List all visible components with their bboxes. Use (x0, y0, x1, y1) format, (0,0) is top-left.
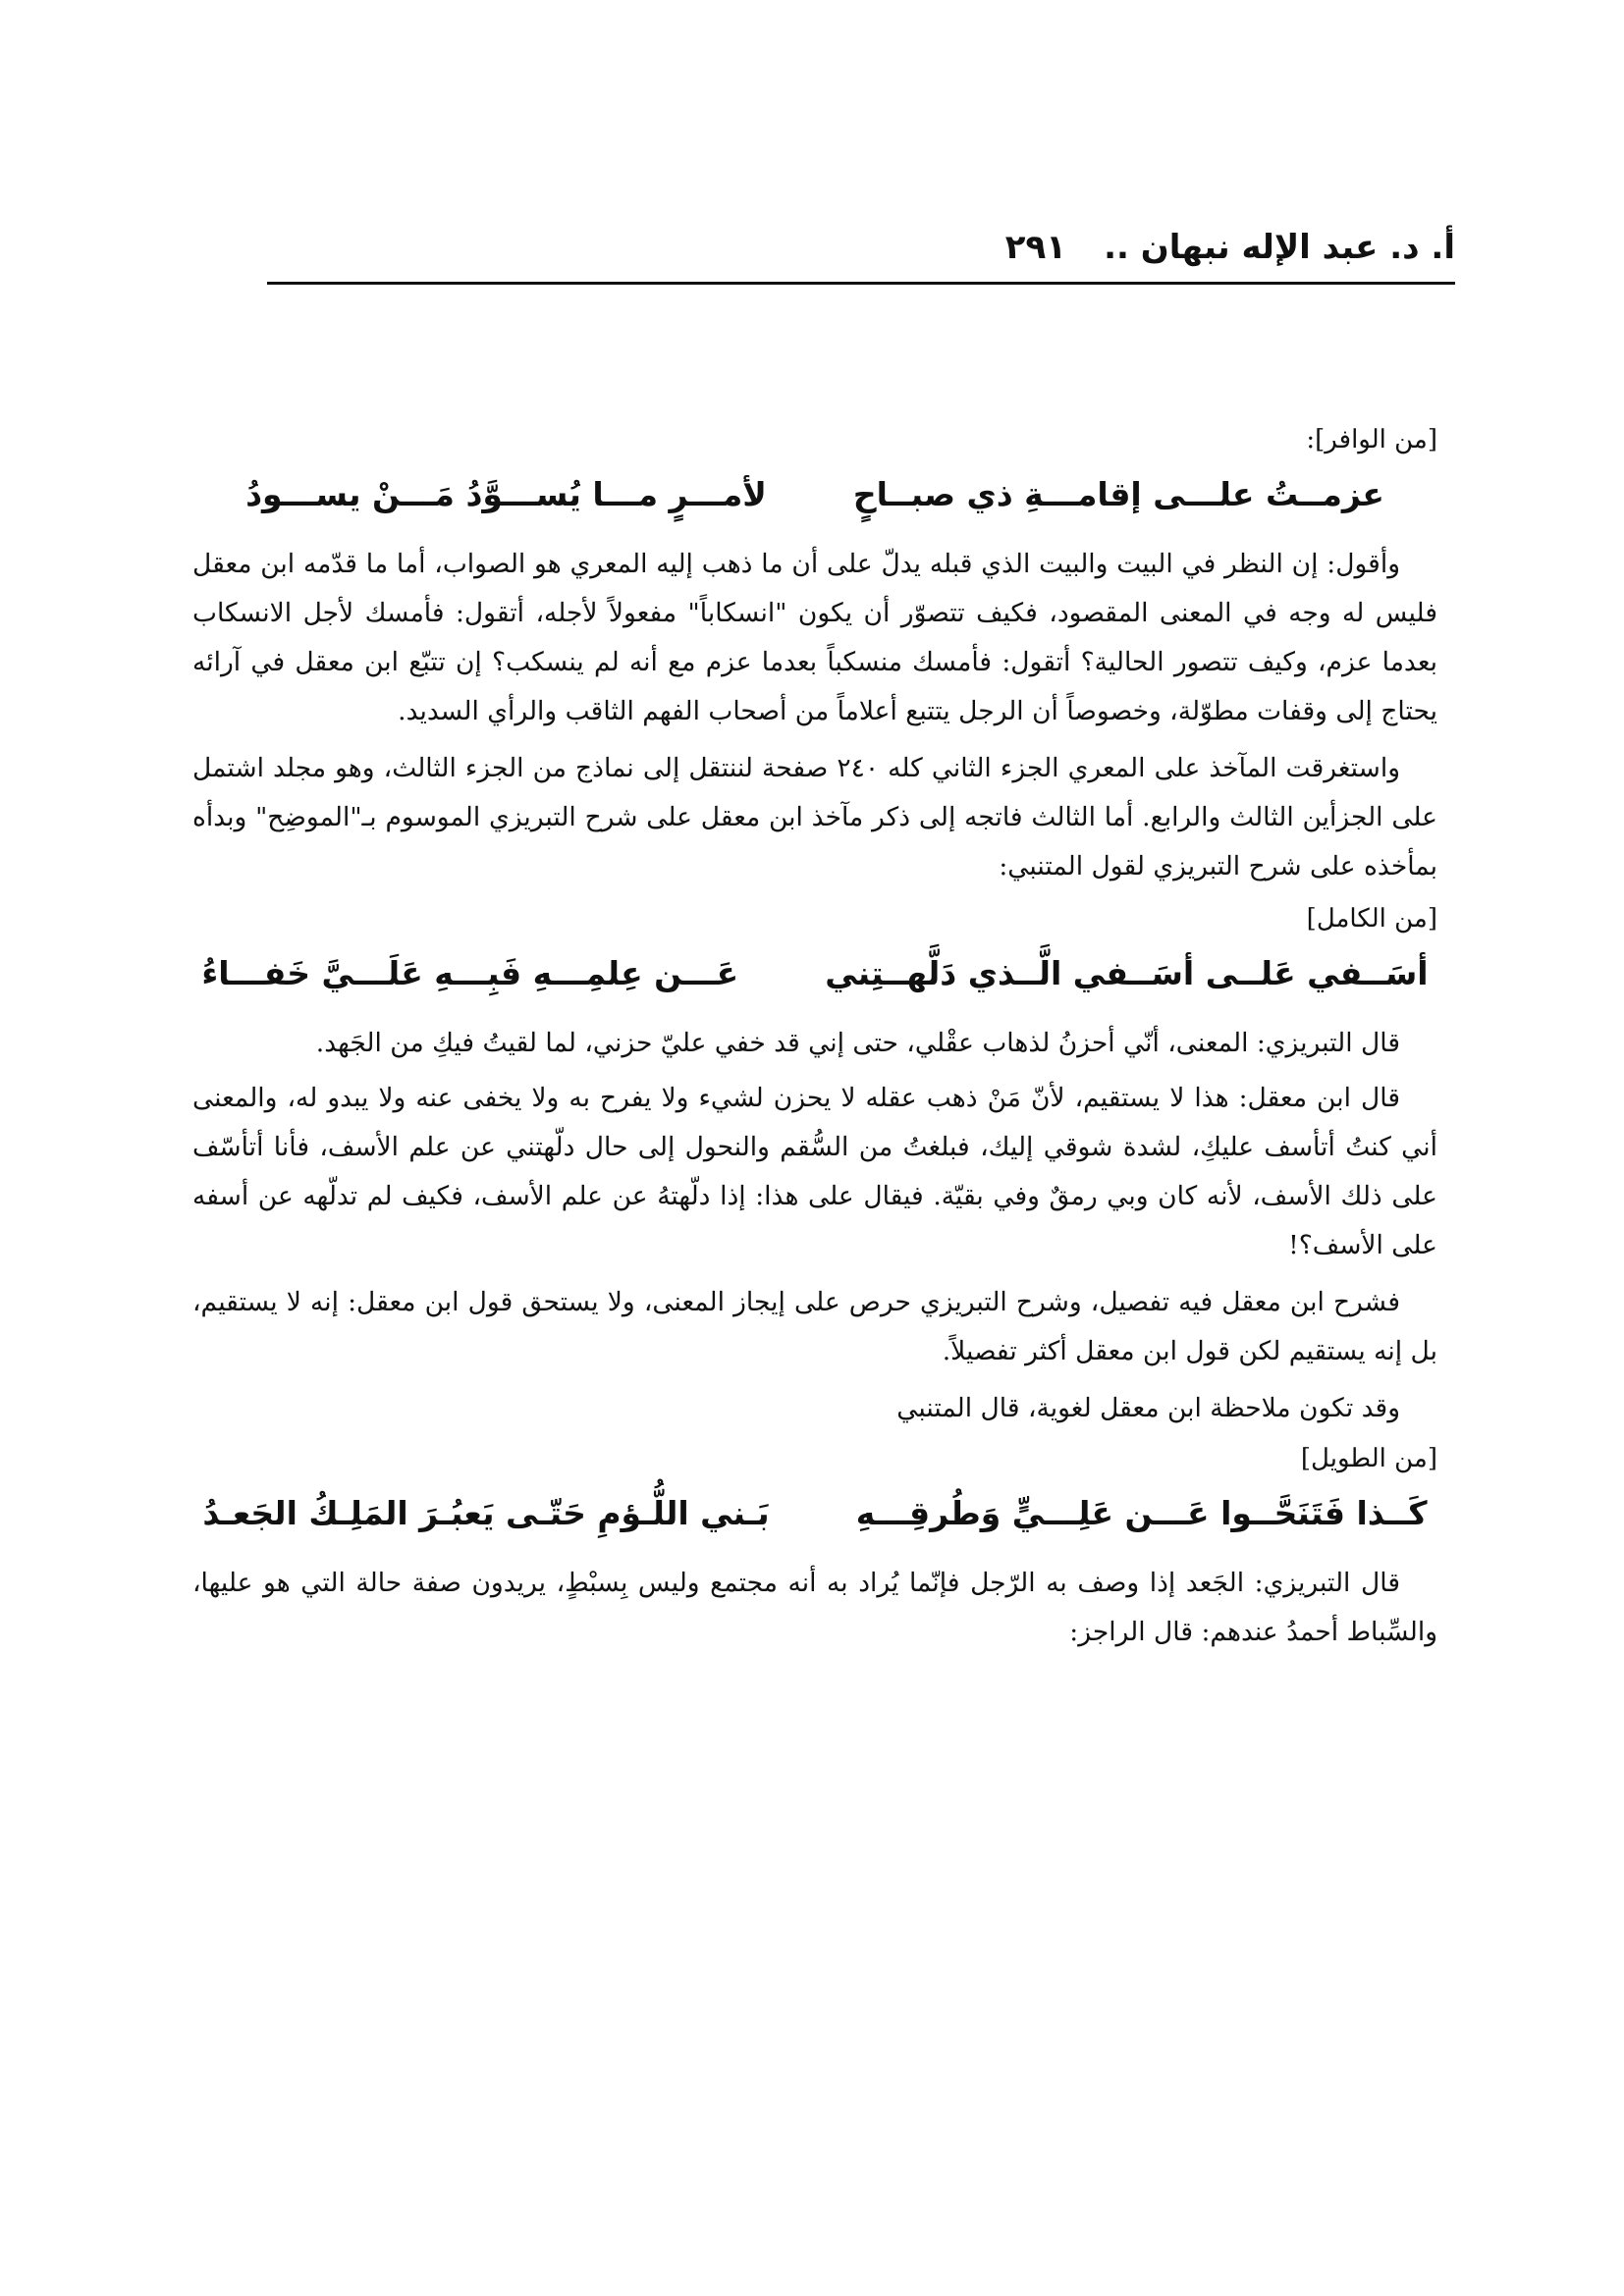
body-paragraph: قال التبريزي: المعنى، أنّي أحزنُ لذهاب عقْلي، حتى إني قد خفي عليّ حزني، لما لقيتُ فيكِ من الجَهد. (315, 1028, 1400, 1058)
body-paragraph: واستغرقت المآخذ على المعري الجزء الثاني كله ٢٤٠ صفحة لننتقل إلى نماذج من الجزء الثالث، وهو مجلد اشتمل على الجزأين الثالث والرابع. أما الثالث فاتجه إلى ذكر مآخذ ابن معقل على شرح التبريزي الموسوم بـ"الموضِح" وبدأه بمأخذه على شرح التبريزي لقول المتنبي: (192, 753, 1437, 881)
meter-label: [من الطويل] (1300, 1444, 1437, 1473)
verse-first-hemistich: كَــذا فَتَنَحَّــوا عَـــن عَلِـــيٍّ وَطُرقِـــهِ (855, 1494, 1428, 1532)
body-paragraph: وأقول: إن النظر في البيت والبيت الذي قبله يدلّ على أن ما ذهب إليه المعري هو الصواب، أما ما قدّمه ابن معقل فليس له وجه في المعنى المقصود، فكيف تتصوّر أن يكون "انسكاباً" مفعولاً لأجله، أتقول: فأمسك لأجل الانسكاب بعدما عزم، وكيف تتصور الحالية؟ أتقول: فأمسك منسكباً بعدما عزم مع أنه لم ينسكب؟ إن تتبّع ابن معقل في آرائه يحتاج إلى وقفات مطوّلة، وخصوصاً أن الرجل يتتبع أعلاماً من أصحاب الفهم الثاقب والرأي السديد. (192, 549, 1437, 726)
meter-label: [من الوافر]: (1306, 425, 1437, 454)
body-paragraph: وقد تكون ملاحظة ابن معقل لغوية، قال المتنبي (896, 1393, 1400, 1423)
meter-label: [من الكامل] (1306, 904, 1437, 934)
header-divider (267, 282, 1455, 285)
page-body (192, 420, 1437, 1665)
page-number: ٢٩١ (1004, 228, 1067, 267)
verse-second-hemistich: لأمـــرٍ مـــا يُســـوَّدُ مَـــنْ يســـودُ (245, 475, 767, 513)
poem-verse (192, 467, 1437, 522)
verse-first-hemistich: عزمــتُ علـــى إقامـــةِ ذي صبــاحٍ (852, 475, 1384, 513)
body-paragraph: قال التبريزي: الجَعد إذا وصف به الرّجل فإنّما يُراد به أنه مجتمع وليس بِسبْطٍ، يريدون صفة حالة التي هو عليها، والسِّباط أحمدُ عندهم: قال الراجز: (192, 1568, 1437, 1647)
poem-verse (192, 946, 1437, 1001)
verse-second-hemistich: عَـــن عِلمِـــهِ فَبِـــهِ عَلَـــيَّ خَفـــاءُ (201, 954, 739, 992)
verse-second-hemistich: بَـني اللُّـؤمِ حَتّـى يَعبُـرَ المَلِـكُ الجَعـدُ (202, 1494, 770, 1532)
body-paragraph: قال ابن معقل: هذا لا يستقيم، لأنّ مَنْ ذهب عقله لا يحزن لشيء ولا يفرح به ولا يخفى عنه ولا يبدو له، والمعنى أني كنتُ أتأسف عليكِ، لشدة شوقي إليك، فبلغتُ من السُّقم والنحول إلى حال دلّهتني عن علم الأسف، فأنا أتأسّف على ذلك الأسف، لأنه كان وبي رمقٌ وفي بقيّة. فيقال على هذا: إذا دلّهتهُ عن علم الأسف، فكيف لم تدلّهه عن أسفه على الأسف؟! (192, 1083, 1437, 1260)
verse-first-hemistich: أسَــفي عَلــى أسَــفي الَّــذي دَلَّهــتِني (825, 954, 1429, 992)
header-author: أ. د. عبد الإله نبهان .. (1104, 228, 1455, 267)
body-paragraph: فشرح ابن معقل فيه تفصيل، وشرح التبريزي حرص على إيجاز المعنى، ولا يستحق قول ابن معقل: إنه لا يستقيم، بل إنه يستقيم لكن قول ابن معقل أكثر تفصيلاً. (192, 1287, 1437, 1366)
page-header (267, 218, 1455, 277)
poem-verse (192, 1486, 1437, 1541)
